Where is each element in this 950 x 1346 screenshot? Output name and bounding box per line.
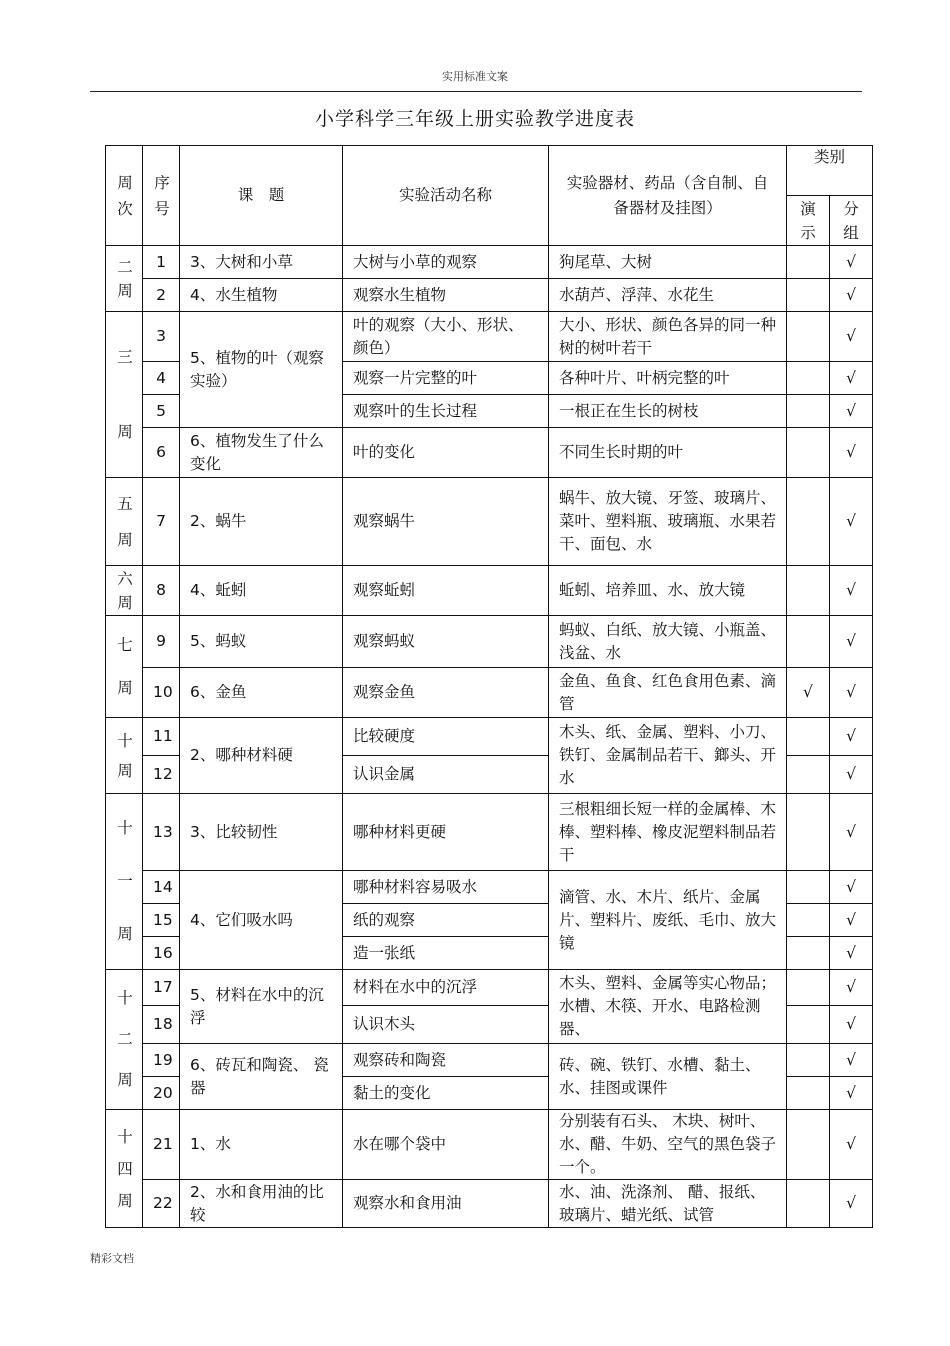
group-mark: √ xyxy=(830,970,873,1006)
row-number: 15 xyxy=(143,904,180,937)
table-row xyxy=(106,970,873,1006)
demo-mark xyxy=(787,970,830,1006)
group-mark: √ xyxy=(830,566,873,616)
page-footer: 精彩文档 xyxy=(90,1252,134,1265)
topic-cell: 5、材料在水中的沉浮 xyxy=(180,970,343,1044)
group-mark: √ xyxy=(830,395,873,428)
materials-cell: 各种叶片、叶柄完整的叶 xyxy=(549,362,787,395)
week-cell xyxy=(106,970,143,1110)
group-mark: √ xyxy=(830,478,873,566)
demo-mark xyxy=(787,246,830,279)
topic-cell: 1、水 xyxy=(180,1110,343,1180)
row-number: 9 xyxy=(143,616,180,668)
activity-cell: 观察水和食用油 xyxy=(343,1180,549,1228)
col-group-header xyxy=(830,196,873,246)
demo-mark xyxy=(787,1180,830,1228)
week-cell xyxy=(106,794,143,970)
demo-mark xyxy=(787,395,830,428)
row-number: 5 xyxy=(143,395,180,428)
group-mark: √ xyxy=(830,1044,873,1077)
table-row xyxy=(106,246,873,279)
activity-cell: 哪种材料容易吸水 xyxy=(343,871,549,904)
demo-mark xyxy=(787,428,830,478)
week-cell xyxy=(106,566,143,616)
topic-cell: 4、它们吸水吗 xyxy=(180,871,343,970)
topic-cell: 4、蚯蚓 xyxy=(180,566,343,616)
row-number: 22 xyxy=(143,1180,180,1228)
group-mark: √ xyxy=(830,362,873,395)
row-number: 18 xyxy=(143,1006,180,1044)
activity-cell: 大树与小草的观察 xyxy=(343,246,549,279)
row-number: 21 xyxy=(143,1110,180,1180)
group-mark: √ xyxy=(830,756,873,794)
table-row xyxy=(106,616,873,668)
row-number: 6 xyxy=(143,428,180,478)
week-cell xyxy=(106,1110,143,1228)
table-row xyxy=(106,718,873,756)
table-row xyxy=(106,1180,873,1228)
topic-cell: 6、金鱼 xyxy=(180,668,343,718)
topic-cell: 3、大树和小草 xyxy=(180,246,343,279)
materials-cell: 水葫芦、浮萍、水花生 xyxy=(549,279,787,312)
week-label: 五周 xyxy=(117,494,133,549)
week-label: 二周 xyxy=(117,257,133,300)
row-number: 13 xyxy=(143,794,180,871)
row-number: 3 xyxy=(143,312,180,362)
row-number: 20 xyxy=(143,1077,180,1110)
col-num-header-text: 序号 xyxy=(154,173,170,218)
week-label: 六周 xyxy=(117,569,133,612)
materials-cell: 一根正在生长的树枝 xyxy=(549,395,787,428)
group-mark: √ xyxy=(830,246,873,279)
schedule-table xyxy=(105,145,873,1228)
table-row xyxy=(106,279,873,312)
group-mark: √ xyxy=(830,871,873,904)
demo-mark xyxy=(787,937,830,970)
materials-cell: 分别装有石头、 木块、树叶、水、醋、牛奶、空气的黑色袋子一个。 xyxy=(549,1110,787,1180)
table-row xyxy=(106,1110,873,1180)
col-materials-header xyxy=(549,146,787,246)
row-number: 12 xyxy=(143,756,180,794)
activity-cell: 水在哪个袋中 xyxy=(343,1110,549,1180)
demo-mark xyxy=(787,871,830,904)
activity-cell: 比较硬度 xyxy=(343,718,549,756)
col-week-header xyxy=(106,146,143,246)
topic-cell: 5、蚂蚁 xyxy=(180,616,343,668)
materials-cell: 砖、碗、铁钉、水槽、黏土、水、挂图或课件 xyxy=(549,1044,787,1110)
group-mark: √ xyxy=(830,312,873,362)
demo-mark xyxy=(787,1110,830,1180)
row-number: 4 xyxy=(143,362,180,395)
col-demo-header-text: 演示 xyxy=(800,199,816,242)
table-row xyxy=(106,478,873,566)
activity-cell: 造一张纸 xyxy=(343,937,549,970)
col-demo-header xyxy=(787,196,830,246)
topic-cell: 2、哪种材料硬 xyxy=(180,718,343,794)
demo-mark xyxy=(787,616,830,668)
activity-cell: 叶的变化 xyxy=(343,428,549,478)
col-materials-header-text: 实验器材、药品（含自制、自备器材及挂图） xyxy=(566,173,769,217)
activity-cell: 材料在水中的沉浮 xyxy=(343,970,549,1006)
demo-mark xyxy=(787,718,830,756)
materials-cell: 金鱼、鱼食、红色食用色素、滴管 xyxy=(549,668,787,718)
demo-mark xyxy=(787,279,830,312)
activity-cell: 观察金鱼 xyxy=(343,668,549,718)
demo-mark xyxy=(787,1006,830,1044)
materials-cell: 大小、形状、颜色各异的同一种树的树叶若干 xyxy=(549,312,787,362)
demo-mark xyxy=(787,756,830,794)
week-label: 十四周 xyxy=(117,1127,133,1210)
activity-cell: 黏土的变化 xyxy=(343,1077,549,1110)
table-row xyxy=(106,566,873,616)
header-divider xyxy=(90,91,862,92)
materials-cell: 狗尾草、大树 xyxy=(549,246,787,279)
col-topic-header: 课 题 xyxy=(180,146,343,246)
materials-cell: 滴管、水、木片、纸片、金属片、塑料片、废纸、毛巾、放大镜 xyxy=(549,871,787,970)
demo-mark xyxy=(787,566,830,616)
topic-cell: 2、水和食用油的比较 xyxy=(180,1180,343,1228)
demo-mark xyxy=(787,904,830,937)
week-cell xyxy=(106,246,143,312)
week-label: 七周 xyxy=(117,635,133,697)
col-group-header-text: 分组 xyxy=(843,199,859,242)
group-mark: √ xyxy=(830,428,873,478)
table-row xyxy=(106,1044,873,1077)
activity-cell: 哪种材料更硬 xyxy=(343,794,549,871)
activity-cell: 观察砖和陶瓷 xyxy=(343,1044,549,1077)
materials-cell: 蜗牛、放大镜、牙签、玻璃片、菜叶、塑料瓶、玻璃瓶、水果若干、面包、水 xyxy=(549,478,787,566)
row-number: 14 xyxy=(143,871,180,904)
demo-mark xyxy=(787,1044,830,1077)
demo-mark xyxy=(787,478,830,566)
topic-cell: 5、植物的叶（观察实验） xyxy=(180,312,343,428)
week-cell xyxy=(106,718,143,794)
col-num-header xyxy=(143,146,180,246)
topic-cell: 6、植物发生了什么变化 xyxy=(180,428,343,478)
topic-cell: 6、砖瓦和陶瓷、 瓷器 xyxy=(180,1044,343,1110)
week-cell xyxy=(106,478,143,566)
demo-mark: √ xyxy=(787,668,830,718)
group-mark: √ xyxy=(830,1006,873,1044)
topic-cell: 2、蜗牛 xyxy=(180,478,343,566)
row-number: 8 xyxy=(143,566,180,616)
group-mark: √ xyxy=(830,616,873,668)
table-row xyxy=(106,428,873,478)
row-number: 1 xyxy=(143,246,180,279)
activity-cell: 叶的观察（大小、形状、颜色） xyxy=(343,312,549,362)
table-row xyxy=(106,871,873,904)
materials-cell: 水、油、洗涤剂、 醋、报纸、玻璃片、蜡光纸、试管 xyxy=(549,1180,787,1228)
row-number: 7 xyxy=(143,478,180,566)
activity-cell: 观察蚂蚁 xyxy=(343,616,549,668)
row-number: 10 xyxy=(143,668,180,718)
materials-cell: 三根粗细长短一样的金属棒、木棒、塑料棒、橡皮泥塑料制品若干 xyxy=(549,794,787,871)
group-mark: √ xyxy=(830,668,873,718)
row-number: 11 xyxy=(143,718,180,756)
col-activity-header: 实验活动名称 xyxy=(343,146,549,246)
materials-cell: 木头、塑料、金属等实心物品；水槽、木筷、开水、电路检测器、 xyxy=(549,970,787,1044)
materials-cell: 不同生长时期的叶 xyxy=(549,428,787,478)
demo-mark xyxy=(787,312,830,362)
week-label: 三周 xyxy=(117,347,133,441)
row-number: 2 xyxy=(143,279,180,312)
activity-cell: 观察蚯蚓 xyxy=(343,566,549,616)
row-number: 19 xyxy=(143,1044,180,1077)
row-number: 16 xyxy=(143,937,180,970)
row-number: 17 xyxy=(143,970,180,1006)
week-cell xyxy=(106,616,143,718)
materials-cell: 木头、纸、金属、塑料、小刀、铁钉、金属制品若干、鎯头、开水 xyxy=(549,718,787,794)
group-mark: √ xyxy=(830,904,873,937)
activity-cell: 观察一片完整的叶 xyxy=(343,362,549,395)
topic-cell: 3、比较韧性 xyxy=(180,794,343,871)
group-mark: √ xyxy=(830,794,873,871)
week-cell xyxy=(106,312,143,478)
topic-cell: 4、水生植物 xyxy=(180,279,343,312)
materials-cell: 蚂蚁、白纸、放大镜、小瓶盖、浅盆、水 xyxy=(549,616,787,668)
week-label: 十周 xyxy=(117,731,133,780)
activity-cell: 认识木头 xyxy=(343,1006,549,1044)
activity-cell: 纸的观察 xyxy=(343,904,549,937)
demo-mark xyxy=(787,1077,830,1110)
demo-mark xyxy=(787,794,830,871)
materials-cell: 蚯蚓、培养皿、水、放大镜 xyxy=(549,566,787,616)
group-mark: √ xyxy=(830,937,873,970)
col-week-header-text: 周次 xyxy=(117,173,133,218)
table-row xyxy=(106,312,873,362)
week-label: 十二周 xyxy=(117,989,133,1089)
page-title: 小学科学三年级上册实验教学进度表 xyxy=(314,108,635,130)
activity-cell: 认识金属 xyxy=(343,756,549,794)
week-label: 十一周 xyxy=(117,819,133,943)
page-header: 实用标准文案 xyxy=(442,70,508,83)
table-row xyxy=(106,668,873,718)
activity-cell: 观察叶的生长过程 xyxy=(343,395,549,428)
activity-cell: 观察水生植物 xyxy=(343,279,549,312)
header-row xyxy=(106,146,873,196)
group-mark: √ xyxy=(830,279,873,312)
table-row xyxy=(106,794,873,871)
group-mark: √ xyxy=(830,1077,873,1110)
group-mark: √ xyxy=(830,1180,873,1228)
group-mark: √ xyxy=(830,718,873,756)
group-mark: √ xyxy=(830,1110,873,1180)
demo-mark xyxy=(787,362,830,395)
col-category-header: 类别 xyxy=(787,146,873,196)
activity-cell: 观察蜗牛 xyxy=(343,478,549,566)
